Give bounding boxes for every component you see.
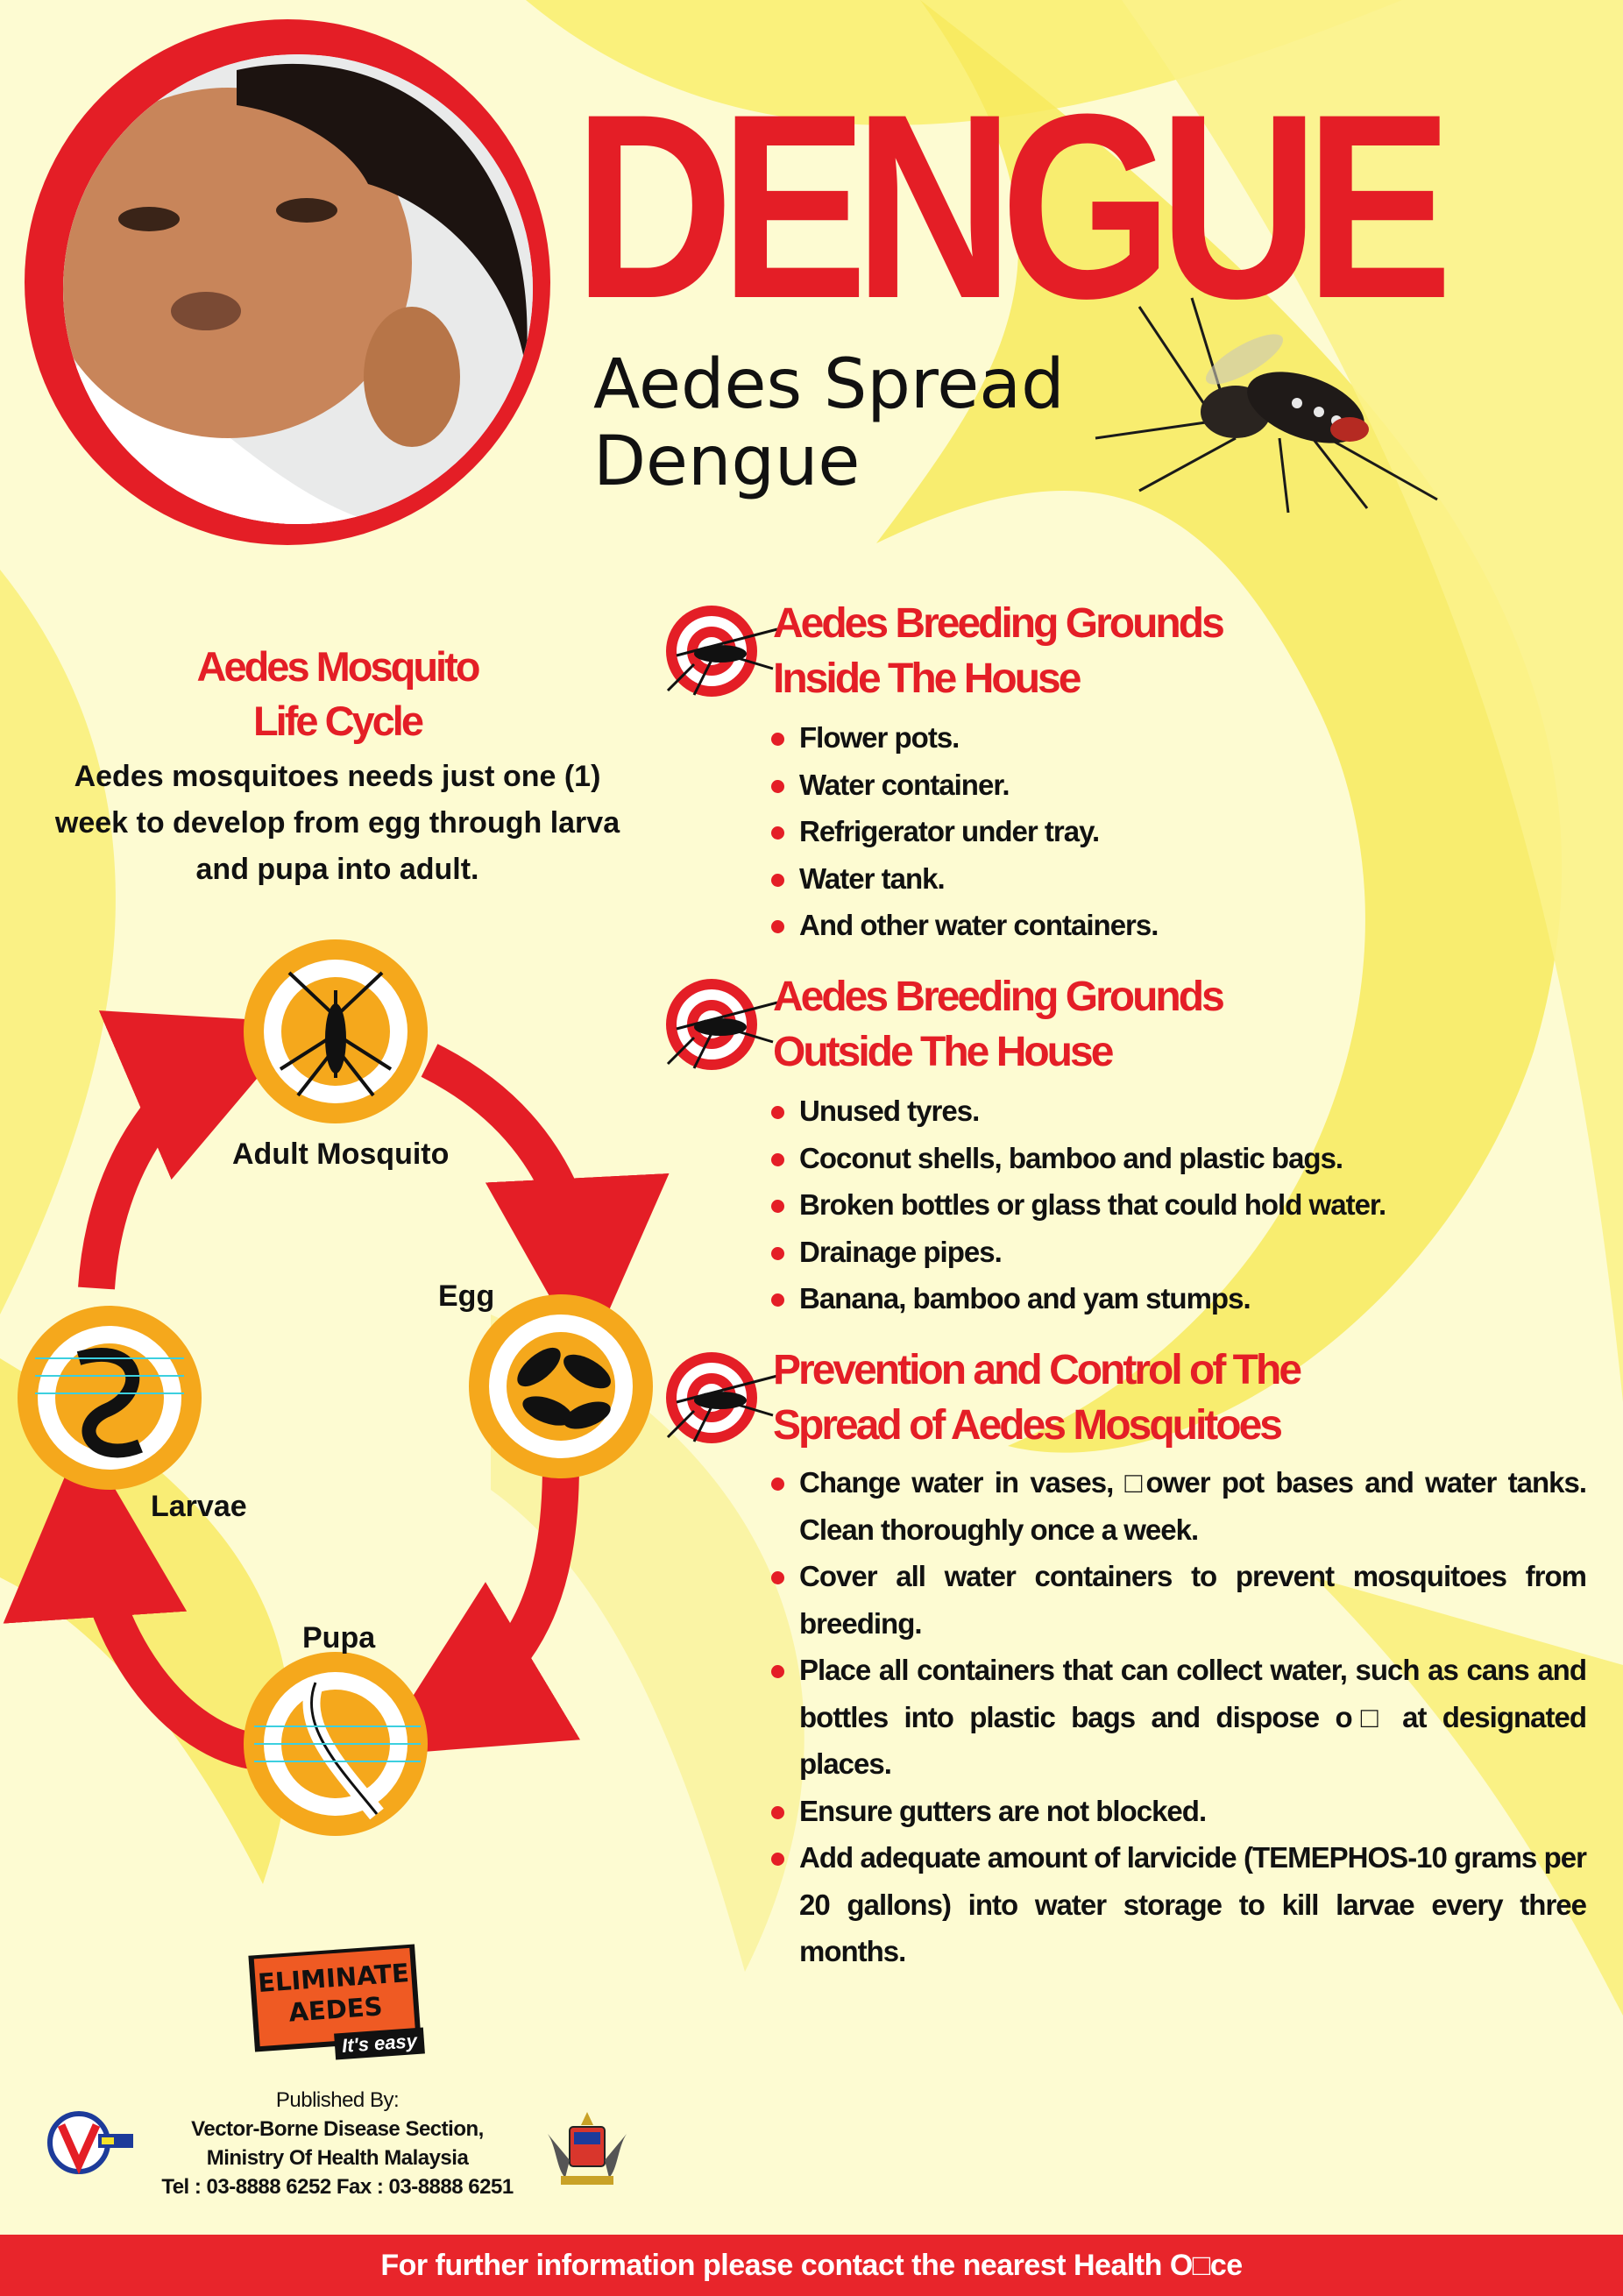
larvae-icon	[18, 1306, 202, 1490]
life-cycle-heading-line-1: Aedes Mosquito	[196, 643, 478, 690]
list-item: Water tank.	[771, 855, 1586, 903]
list-item: Cover all water containers to prevent mosquitoes from breeding.	[771, 1553, 1586, 1647]
section-title-outside-line-1: Aedes Breeding Grounds	[773, 974, 1223, 1020]
stage-label-larvae: Larvae	[151, 1490, 247, 1523]
patient-photo	[18, 0, 561, 561]
list-item: Refrigerator under tray.	[771, 808, 1586, 855]
publisher-contact: Tel : 03-8888 6252 Fax : 03-8888 6251	[161, 2175, 514, 2199]
eliminate-aedes-badge	[252, 1950, 444, 2064]
list-item: And other water containers.	[771, 902, 1586, 949]
badge-line-1: ELIMINATE	[257, 1958, 410, 1999]
stage-label-adult: Adult Mosquito	[232, 1137, 450, 1171]
footer-banner: For further information please contact the nearest Health O□ce	[0, 2235, 1623, 2296]
section-title-outside	[773, 969, 1223, 1080]
list-item: Broken bottles or glass that could hold water.	[771, 1181, 1586, 1229]
list-item: Change water in vases, □ower pot bases and water tanks. Clean thoroughly once a week.	[771, 1459, 1586, 1553]
section-title-prevention-line-2: Spread of Aedes Mosquitoes	[773, 1402, 1280, 1449]
stage-label-pupa: Pupa	[302, 1621, 376, 1655]
arrow-larvae-to-adult	[96, 1052, 237, 1288]
list-item: Unused tyres.	[771, 1088, 1586, 1135]
section-title-inside-line-2: Inside The House	[773, 655, 1080, 702]
subtitle-line-2: Dengue	[593, 422, 861, 501]
malaysia-coat-of-arms	[539, 2108, 635, 2191]
outside-list	[771, 1088, 1586, 1322]
life-cycle-description: Aedes mosquitoes needs just one (1) week to develop from egg through larva and pupa into adult.	[54, 760, 620, 886]
arrow-adult-to-egg	[429, 1060, 583, 1288]
list-item: Water container.	[771, 762, 1586, 809]
prevention-list	[771, 1459, 1586, 1975]
egg-icon	[469, 1294, 653, 1478]
pupa-icon	[244, 1652, 428, 1836]
list-item: Place all containers that can collect water, such as cans and bottles into plastic bags and dispose o□ at designated places.	[771, 1647, 1586, 1788]
list-item: Add adequate amount of larvicide (TEMEPHOS-10 grams per 20 gallons) into water storage to kill larvae every three months.	[771, 1834, 1586, 1975]
publisher-info	[136, 2086, 539, 2201]
list-item: Drainage pipes.	[771, 1229, 1586, 1276]
life-cycle-diagram	[0, 938, 684, 1858]
list-item: Coconut shells, bamboo and plastic bags.	[771, 1135, 1586, 1182]
publisher-line-1: Vector-Borne Disease Section,	[191, 2117, 484, 2141]
badge-line-2: AEDES	[287, 1991, 384, 2028]
list-item: Flower pots.	[771, 714, 1586, 762]
section-title-outside-line-2: Outside The House	[773, 1029, 1112, 1075]
life-cycle-heading	[70, 640, 605, 748]
arrow-pupa-to-larvae	[88, 1507, 263, 1753]
life-cycle-heading-line-2: Life Cycle	[252, 698, 422, 744]
publisher-line-2: Ministry Of Health Malaysia	[206, 2146, 469, 2170]
adult-mosquito-icon	[244, 939, 428, 1123]
page-title: DENGUE	[574, 59, 1440, 353]
target-mosquito-icon	[659, 1350, 782, 1446]
list-item: Ensure gutters are not blocked.	[771, 1788, 1586, 1835]
section-title-prevention	[773, 1343, 1300, 1453]
inside-list	[771, 714, 1586, 949]
mosquito-photo	[1087, 289, 1455, 517]
section-title-inside	[773, 596, 1223, 706]
section-title-prevention-line-1: Prevention and Control of The	[773, 1347, 1301, 1393]
section-title-inside-line-1: Aedes Breeding Grounds	[773, 600, 1223, 647]
subtitle-line-1: Aedes Spread	[593, 345, 1065, 424]
stage-label-egg: Egg	[438, 1279, 495, 1313]
vector-logo	[44, 2108, 140, 2186]
target-mosquito-icon	[659, 603, 782, 699]
badge-tagline: It's easy	[334, 2027, 425, 2059]
list-item: Banana, bamboo and yam stumps.	[771, 1275, 1586, 1322]
arrow-egg-to-pupa	[438, 1463, 561, 1718]
subtitle	[593, 346, 1065, 500]
target-mosquito-icon	[659, 976, 782, 1073]
publisher-label: Published By:	[275, 2088, 400, 2112]
